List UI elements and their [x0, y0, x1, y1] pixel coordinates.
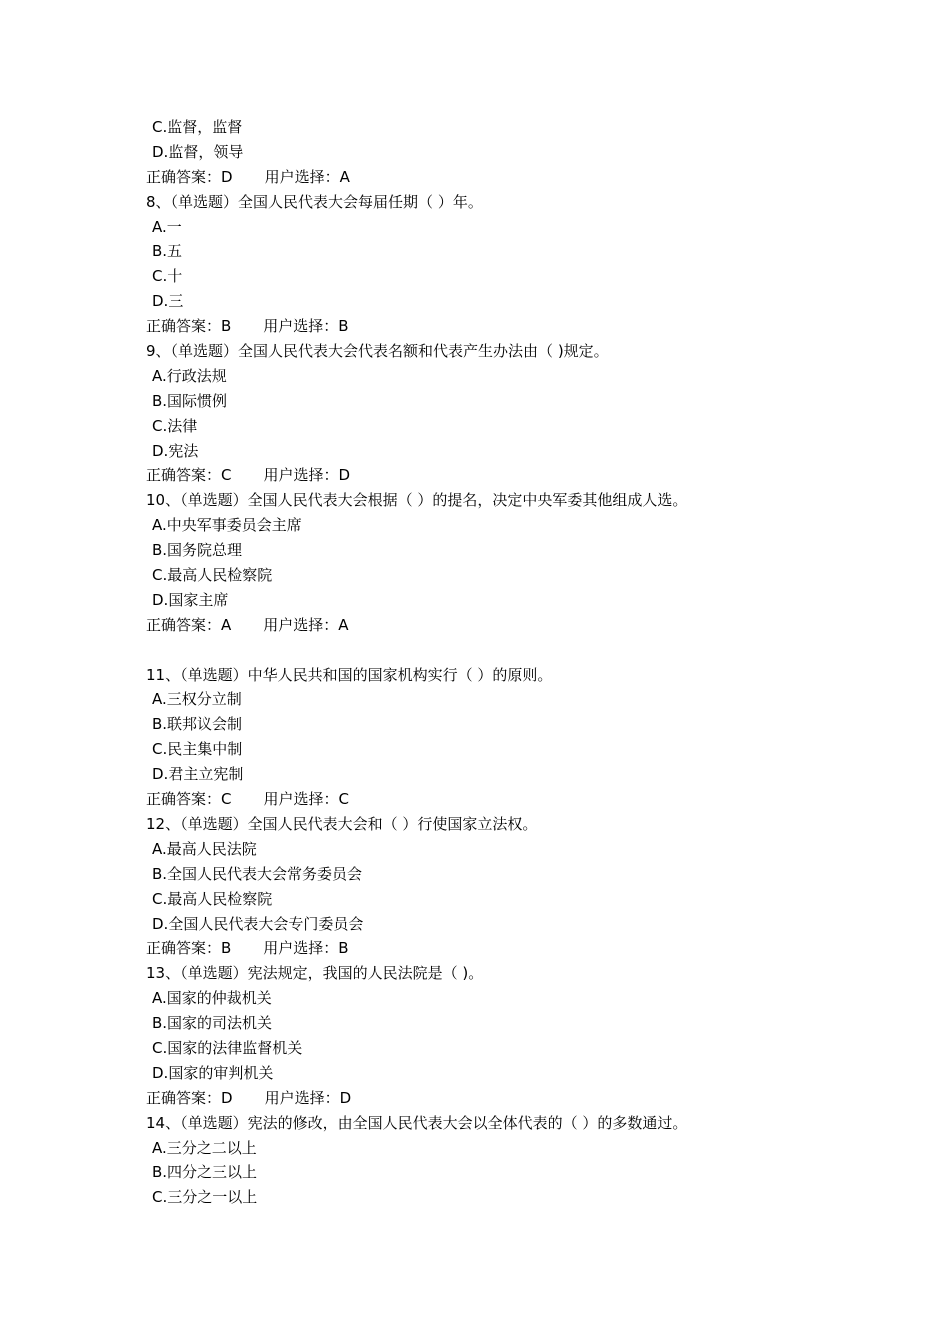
option-b: B.四分之三以上 — [152, 1163, 258, 1182]
option-d: D.君主立宪制 — [152, 765, 244, 784]
option-d: D.宪法 — [152, 441, 199, 460]
option-c: C.最高人民检察院 — [152, 889, 273, 908]
correct-answer: 正确答案：A — [146, 615, 232, 634]
answer-line — [0, 787, 950, 812]
question-block-13 — [0, 961, 950, 1110]
question-text: 11、（单选题）中华人民共和国的国家机构实行（ ）的原则。 — [146, 665, 553, 684]
option-b: B.国家的司法机关 — [152, 1014, 273, 1033]
question-text: 10、（单选题）全国人民代表大会根据（ ）的提名，决定中央军委其他组成人选。 — [146, 491, 688, 510]
option-c: C.法律 — [152, 416, 198, 435]
blank-line — [0, 638, 950, 663]
answer-line — [0, 463, 950, 488]
answer-line — [0, 314, 950, 339]
document-page — [0, 115, 950, 1210]
question-block-12 — [0, 812, 950, 961]
option-a: A.国家的仲裁机关 — [152, 989, 272, 1008]
option-d: D.三 — [152, 292, 184, 311]
correct-answer: 正确答案：C — [146, 466, 232, 485]
answer-line — [0, 613, 950, 638]
option-d: D.国家主席 — [152, 590, 229, 609]
option-d: D.全国人民代表大会专门委员会 — [152, 914, 364, 933]
correct-answer: 正确答案：C — [146, 790, 232, 809]
question-text: 13、（单选题）宪法规定，我国的人民法院是（ )。 — [146, 964, 484, 983]
question-block-8 — [0, 190, 950, 339]
option-b: B.联邦议会制 — [152, 715, 243, 734]
question-block-14 — [0, 1111, 950, 1211]
option-a: A.三权分立制 — [152, 690, 242, 709]
option-c: C.民主集中制 — [152, 740, 243, 759]
question-text: 14、（单选题）宪法的修改，由全国人民代表大会以全体代表的（ ）的多数通过。 — [146, 1113, 688, 1132]
option-c: C.监督，监督 — [152, 118, 243, 136]
option-c: C.最高人民检察院 — [152, 566, 273, 585]
answer-line — [0, 936, 950, 961]
answer-line — [0, 1086, 950, 1111]
option-d: D.监督，领导 — [152, 142, 244, 161]
question-block-9 — [0, 339, 950, 488]
user-choice: 用户选择：A — [264, 167, 350, 186]
user-choice: 用户选择：C — [263, 790, 349, 809]
option-a: A.一 — [152, 217, 182, 236]
option-b: B.国际惯例 — [152, 391, 228, 410]
question-text: 9、（单选题）全国人民代表大会代表名额和代表产生办法由（ )规定。 — [146, 342, 609, 361]
option-a: A.最高人民法院 — [152, 839, 257, 858]
option-a: A.行政法规 — [152, 366, 227, 385]
question-block-11 — [0, 663, 950, 812]
correct-answer: 正确答案：D — [146, 1088, 233, 1107]
correct-answer: 正确答案：B — [146, 317, 232, 336]
option-b: B.五 — [152, 242, 183, 261]
option-c: C.国家的法律监督机关 — [152, 1038, 303, 1057]
option-b: B.国务院总理 — [152, 541, 243, 560]
option-d: D.国家的审判机关 — [152, 1063, 274, 1082]
question-block-7 — [0, 115, 950, 190]
user-choice: 用户选择：B — [263, 317, 349, 336]
answer-line — [0, 165, 950, 190]
question-text: 12、（单选题）全国人民代表大会和（ ）行使国家立法权。 — [146, 814, 538, 833]
option-c: C.十 — [152, 267, 183, 286]
user-choice: 用户选择：D — [263, 466, 351, 485]
correct-answer: 正确答案：D — [146, 167, 233, 186]
correct-answer: 正确答案：B — [146, 939, 232, 958]
option-b: B.全国人民代表大会常务委员会 — [152, 864, 363, 883]
user-choice: 用户选择：A — [263, 615, 349, 634]
option-a: A.三分之二以上 — [152, 1138, 257, 1157]
user-choice: 用户选择：B — [263, 939, 349, 958]
user-choice: 用户选择：D — [264, 1088, 352, 1107]
option-a: A.中央军事委员会主席 — [152, 516, 302, 535]
question-block-10 — [0, 488, 950, 637]
question-text: 8、（单选题）全国人民代表大会每届任期（ ）年。 — [146, 192, 483, 211]
option-c: C.三分之一以上 — [152, 1188, 258, 1207]
